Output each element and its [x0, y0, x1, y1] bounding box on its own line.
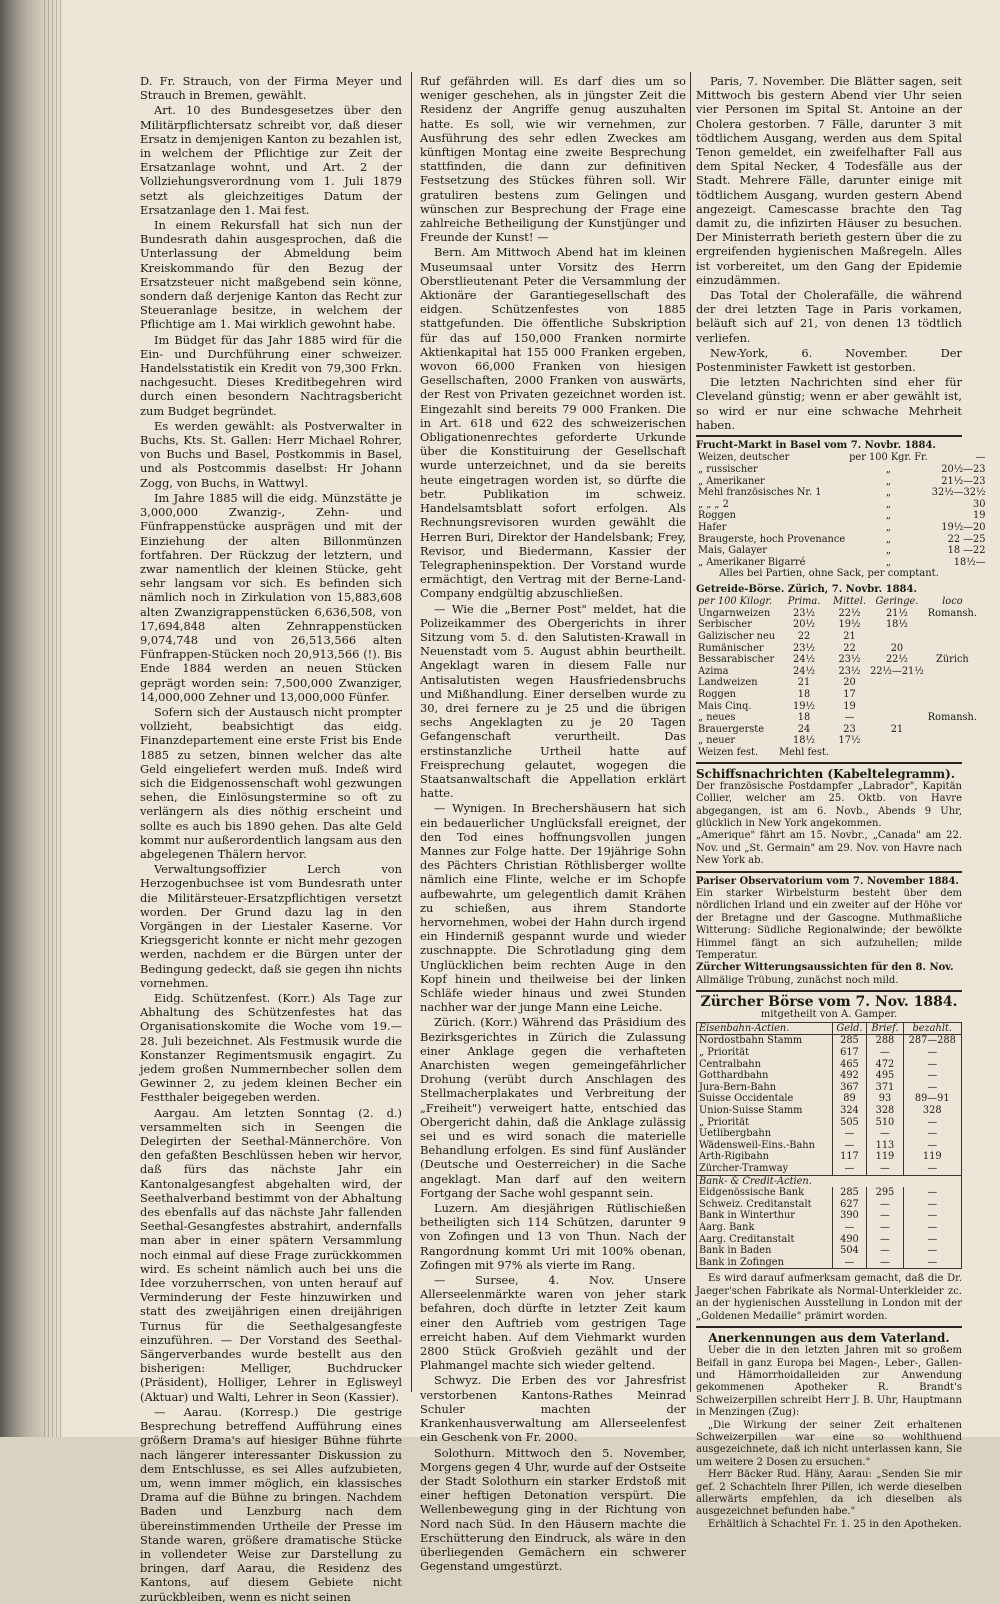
article-paragraph: Art. 10 des Bundesgesetzes über den Militärpflichtersatz schreibt vor, daß dieser Ersatz in demjenigen Kanton zu bezahlen ist, in welchem der Pflichtige zur Zeit der Ersatzanlage wohnt, und Art. 2 der Vollziehungsverordnung vom 1. Juli 1879 setzt als gleichzeitiges Datum der Ersatzanlage den 1. Mai fest.: [140, 103, 402, 217]
table-header-cell: Brief.: [867, 1022, 903, 1035]
table-cell: Mais, Galayer: [698, 545, 767, 557]
schiffsnachrichten-text-2: „Amerique" fährt am 15. Novbr., „Canada" am 22. Nov. und „St. Germain" am 29. Nov. von Havre nach New York ab.: [696, 830, 962, 867]
table-cell: Bank in Zofingen: [697, 1257, 833, 1269]
table-cell: —: [867, 1163, 903, 1175]
table-cell: 285: [832, 1187, 867, 1199]
table-cell: 22½: [885, 654, 908, 666]
table-cell: —: [903, 1234, 962, 1246]
table-row: [697, 1187, 962, 1199]
table-cell: Roggen: [698, 510, 736, 522]
table-cell: 18: [797, 712, 811, 724]
table-cell: Wädensweil-Eins.-Bahn: [697, 1140, 833, 1152]
table-cell: 119: [903, 1151, 962, 1163]
table-cell: —: [832, 1163, 867, 1175]
table-cell: [926, 666, 979, 678]
getreide-boerse-title: Getreide-Börse. Zürich, 7. Novbr. 1884.: [696, 583, 917, 595]
table-cell: [868, 631, 926, 643]
table-cell: 20: [843, 677, 856, 689]
table-cell: 288: [867, 1035, 903, 1047]
table-cell: 287—288: [903, 1035, 962, 1047]
table-cell: „: [885, 545, 891, 557]
section-divider: [696, 871, 962, 873]
table-cell: 22: [797, 631, 811, 643]
table-cell: „ „ „ 2: [698, 498, 729, 510]
table-cell: 23½: [793, 642, 815, 654]
table-cell: —: [867, 1047, 903, 1059]
table-cell: 113: [867, 1140, 903, 1152]
anerkennungen-title: Anerkennungen aus dem Vaterland.: [708, 1330, 950, 1345]
table-cell: 22 —25: [947, 533, 986, 545]
table-cell: Schweiz. Creditanstalt: [697, 1199, 833, 1211]
table-cell: Aarg. Bank: [697, 1222, 833, 1234]
witterung-text: Allmälige Trübung, zunächst noch mild.: [696, 974, 899, 986]
article-paragraph: Solothurn. Mittwoch den 5. November, Morgens gegen 4 Uhr, wurde auf der Ostseite der Stadt Solothurn ein starker Erdstoß mit einer heftigen Detonation verspürt. Die Wellenbewegung ging in der Richtung von Nord nach Süd. In den Häusern machte die Erschütterung den Eindruck, als wäre in den überliegenden Gemächern ein schwerer Gegenstand umgestürzt.: [420, 1445, 686, 1574]
table-cell: Eidgenössische Bank: [697, 1187, 833, 1199]
article-paragraph: Sofern sich der Austausch nicht prompter vollzieht, beabsichtigt das eidg. Finanzdepartement eine erste Frist bis Ende 1885 zu setzen, binnen welcher das alte Geld eingeliefert werden muß. Indeß wird sich die Eidgenossenschaft wohl gezwungen sehen, die Einlösungstermine so oft zu verlängern als dies nöthig erscheint und sollte es auch bis 1890 gehen. Das alte Geld kommt nur außerordentlich langsam aus den abgelegenen Thälern hervor.: [140, 704, 402, 861]
table-cell: —: [975, 452, 986, 464]
table-row: [697, 1093, 962, 1105]
table-row: [696, 452, 988, 464]
table-row: [697, 1140, 962, 1152]
table-row: [697, 1128, 962, 1140]
table-cell: —: [903, 1187, 962, 1199]
table-row: [697, 1070, 962, 1082]
table-cell: 19: [973, 510, 986, 522]
table-row: [696, 619, 979, 631]
table-cell: 21½: [885, 607, 908, 619]
table-section-label: Bank- & Credit-Actien.: [697, 1175, 962, 1187]
table-cell: 23½: [838, 665, 861, 677]
table-header-cell: bezahlt.: [903, 1022, 962, 1035]
table-cell: Zürcher-Tramway: [697, 1163, 833, 1175]
table-row: [697, 1059, 962, 1071]
table-cell: 20½: [793, 619, 815, 631]
table-row: [696, 735, 979, 747]
table-cell: [868, 747, 926, 759]
table-cell: 117: [832, 1151, 867, 1163]
table-cell: 20½—23: [941, 464, 986, 476]
table-cell: 18½: [885, 619, 908, 631]
table-cell: —: [903, 1059, 962, 1071]
table-cell: Brauergerste: [698, 723, 765, 735]
table-header-cell: Geld.: [832, 1022, 867, 1035]
table-header-cell: Prima.: [787, 596, 821, 608]
table-cell: —: [867, 1257, 903, 1269]
table-row: [697, 1199, 962, 1211]
table-cell: [926, 631, 979, 643]
table-cell: 390: [832, 1210, 867, 1222]
column-middle: [420, 74, 686, 1574]
table-cell: [926, 724, 979, 736]
table-cell: —: [867, 1199, 903, 1211]
article-paragraph: Eidg. Schützenfest. (Korr.) Als Tage zur Abhaltung des Schützenfestes hat das Organisationskomite die Woche vom 19.—28. Juli bezeichnet. Als Festmusik wurde die Konstanzer Regimentsmusik engagirt. Zu jedem großen Nummernbecher sollen dem Gewinner 2, zu jedem kleinen Becher ein Festthaler beigegeben werden.: [140, 991, 402, 1105]
table-row: [696, 464, 988, 476]
table-cell: —: [903, 1245, 962, 1257]
table-cell: Braugerste, hoch Provenance: [698, 533, 846, 545]
table-row: [697, 1105, 962, 1117]
table-row: [696, 557, 988, 569]
table-row: [697, 1117, 962, 1129]
table-cell: 23: [843, 723, 856, 735]
schiffsnachrichten-title: Schiffsnachrichten (Kabeltelegramm).: [696, 766, 955, 781]
table-cell: 324: [832, 1105, 867, 1117]
table-cell: [926, 677, 979, 689]
table-cell: —: [867, 1245, 903, 1257]
table-cell: Centralbahn: [697, 1059, 833, 1071]
table-row: [696, 643, 979, 655]
frucht-markt-note: Alles bei Partien, ohne Sack, per comptant.: [719, 568, 939, 580]
table-cell: 21: [797, 677, 811, 689]
table-cell: „: [885, 522, 891, 534]
table-cell: „: [885, 498, 891, 510]
table-cell: [868, 735, 926, 747]
table-cell: [868, 701, 926, 713]
getreide-boerse-table: [696, 596, 979, 758]
table-cell: [926, 701, 979, 713]
table-header-cell: per 100 Kilogr.: [698, 596, 773, 608]
column-left: [140, 74, 402, 1604]
table-header-cell: Geringe.: [875, 596, 919, 608]
article-paragraph: Die letzten Nachrichten sind eher für Cleveland günstig; wenn er aber gewählt ist, so wird er nur eine schwache Mehrheit haben.: [696, 375, 962, 432]
table-row: [696, 608, 979, 620]
article-paragraph: Luzern. Am diesjährigen Rütlischießen betheiligten sich 114 Schützen, darunter 9 von Zofingen und 13 von Thun. Nach der Rangordnung kommt Uri mit 100% obenan, Zofingen mit 97% als vierte im Rang.: [420, 1201, 686, 1272]
table-cell: Hafer: [698, 522, 727, 534]
table-cell: 21: [890, 723, 904, 735]
table-cell: 328: [903, 1105, 962, 1117]
article-paragraph: Im Jahre 1885 will die eidg. Münzstätte je 3,000,000 Zwanzig-, Zehn- und Fünfrappenstücke ausprägen und mit der Einziehung der alten Billonmünzen fortfahren. Der Rückzug der letztern, und zwar namentlich der kleinen Stücke, geht sehr langsam vor sich. Es befinden sich nämlich noch in Zirkulation von 15,883,608 alten Zwanzigrappenstücken 6,636,508, von 17,694,848 alten Zehnrappenstücken 9,074,748 und von 26,513,566 alten Fünfrappen-Stücken noch 20,913,566 (!). Bis Ende 1884 werden an neuen Stücken geprägt worden sein: 7,500,000 Zwanziger, 14,000,000 Zehner und 13,000,000 Fünfer.: [140, 490, 402, 704]
table-cell: „: [885, 556, 891, 568]
table-cell: —: [867, 1222, 903, 1234]
observatorium-title: Pariser Observatorium vom 7. November 1884.: [696, 875, 959, 887]
table-cell: 24½: [793, 665, 815, 677]
table-cell: 295: [867, 1187, 903, 1199]
table-cell: 18: [797, 688, 811, 700]
table-row: [697, 1151, 962, 1163]
table-cell: —: [844, 712, 855, 724]
table-cell: 21½—23: [941, 475, 986, 487]
article-paragraph: Schwyz. Die Erben des vor Jahresfrist verstorbenen Kantons-Rathes Meinrad Schuler machten der Krankenhausverwaltung am Allerseelenfest ein Geschenk von Fr. 2000.: [420, 1373, 686, 1445]
witterung-title: Zürcher Witterungsaussichten für den 8. Nov.: [696, 962, 954, 974]
table-row: [696, 677, 979, 689]
table-cell: 472: [867, 1059, 903, 1071]
frucht-markt-title: Frucht-Markt in Basel vom 7. Novbr. 1884.: [696, 440, 936, 452]
table-cell: 30: [973, 498, 986, 510]
table-cell: Suisse Occidentale: [697, 1093, 833, 1105]
column-right: [696, 74, 986, 1530]
table-cell: Galizischer neu: [698, 631, 776, 643]
table-cell: „: [885, 510, 891, 522]
table-cell: 89—91: [903, 1093, 962, 1105]
article-paragraph: — Wie die „Berner Post" meldet, hat die Polizeikammer des Obergerichts in ihrer Sitzung vom 5. d. den Salutisten-Krawall in Neuenstadt vom 5. August abhin beurtheilt. Angeklagt waren in diesem Falle nur Antisalutisten wegen Hausfriedensbruchs und Mißhandlung. Einer derselben wurde zu 30, drei fernere zu je 25 und die übrigen sechs Angeklagten zu je 20 Tagen Gefangenschaft verurtheilt. Das erstinstanzliche Urtheil hatte auf Freisprechung gelautet, wogegen die Staatsanwaltschaft die Appellation erklärt hatte.: [420, 601, 686, 801]
table-row: [696, 654, 979, 666]
table-cell: [831, 747, 868, 759]
table-row: [697, 1035, 962, 1047]
table-cell: Bank in Winterthur: [697, 1210, 833, 1222]
table-cell: 627: [832, 1199, 867, 1211]
zuercher-boerse-subtitle: mitgetheilt von A. Gamper.: [760, 1009, 898, 1021]
table-cell: [926, 619, 979, 631]
anerkennungen-text: Erhältlich à Schachtel Fr. 1. 25 in den Apotheken.: [708, 1518, 962, 1530]
table-cell: Bessarabischer: [698, 654, 775, 666]
table-row: [696, 712, 979, 724]
table-cell: 22: [843, 642, 856, 654]
table-cell: —: [903, 1082, 962, 1094]
article-paragraph: D. Fr. Strauch, von der Firma Meyer und Strauch in Bremen, gewählt.: [140, 74, 402, 103]
table-row: [697, 1234, 962, 1246]
book-binding-edge: [0, 0, 62, 1437]
table-row: [696, 724, 979, 736]
table-cell: Weizen fest.: [698, 746, 759, 758]
article-paragraph: Aargau. Am letzten Sonntag (2. d.) versammelten sich in Seengen die Delegirten der Seethal-Männerchöre. Von den gefaßten Beschlüssen heben wir hervor, daß fürs das nächste Jahr ein Kantonalgesangfest abgehalten wird, der Seethalverband bestimmt von der Abhaltung des ebenfalls auf das nächste Jahr fallenden Seethal-Gesangfestes abstrahirt, andernfalls man aber in einer spätern Versammlung noch einmal auf diese Frage zurückkommen wird. Es scheint nämlich auch bei uns die Idee vorzuherrschen, von unten herauf auf Verminderung der Feste hinzuwirken und statt des zweijährigen einen dreijährigen Turnus für die Seethalgesangfeste einzuführen. — Der Vorstand des Seethal-Sängerverbandes wurde bestellt aus den bisherigen: Melliger, Buchdrucker (Präsident), Holliger, Lehrer in Eglisweyl (Aktuar) und Walti, Lehrer in Seon (Kassier).: [140, 1105, 402, 1404]
table-cell: Rumänischer: [698, 642, 764, 654]
table-cell: „ Priorität: [697, 1047, 833, 1059]
table-cell: Union-Suisse Stamm: [697, 1105, 833, 1117]
table-row: [696, 701, 979, 713]
table-cell: —: [867, 1210, 903, 1222]
article-paragraph: Verwaltungsoffizier Lerch von Herzogenbuchsee ist vom Bundesrath unter die Militärsteuer-Ersatzpflichtigen versetzt worden. Der Grund dazu lag in den Vorgängen in der Liestaler Kaserne. Vor Kriegsgericht konnte er nicht mehr gezogen werden, nachdem er die Bürgen unter der Bedingung gedeckt, daß sie gegen ihn nichts vornehmen.: [140, 862, 402, 990]
article-paragraph: Bern. Am Mittwoch Abend hat im kleinen Museumsaal unter Vorsitz des Herrn Oberstlieutenant Peter die Versammlung der Aktionäre der Garantiegesellschaft des eidgen. Schützenfestes von 1885 stattgefunden. Die öffentliche Subskription für das auf 150,000 Franken normirte Aktienkapital hat 155 000 Franken ergeben, wovon 66,000 Franken von hiesigen Gesellschaften, 2000 Franken von auswärts, der Rest von Privaten gezeichnet worden ist. Eingezahlt sind bereits 79 000 Franken. Die in Art. 618 und 622 des schweizerischen Obligationenrechtes geforderte Urkunde über die Konstituirung der Gesellschaft wurde unterzeichnet, und da sie bereits heute eingetragen worden ist, so dürfte die betr. Publikation im schweiz. Handelsamtsblatt sofort erfolgen. Als Rechnungsrevisoren wurden gewählt die Herren Buri, Direktor der Handelsbank; Frey, Revisor, und Biedermann, Kassier der Telegrapheninspektion. Der Vorstand wurde ermächtigt, den Vertrag mit der Berne-Land-Company endgültig abzuschließen.: [420, 245, 686, 601]
table-cell: 24: [797, 723, 811, 735]
table-cell: „: [885, 487, 891, 499]
table-cell: Mehl französisches Nr. 1: [698, 487, 822, 499]
table-cell: 285: [832, 1035, 867, 1047]
table-cell: Arth-Rigibahn: [697, 1151, 833, 1163]
table-section-header: [697, 1175, 962, 1187]
table-cell: —: [832, 1128, 867, 1140]
table-cell: Uetlibergbahn: [697, 1128, 833, 1140]
table-cell: 119: [867, 1151, 903, 1163]
table-cell: Zürich: [936, 654, 969, 666]
table-cell: „: [885, 475, 891, 487]
table-cell: —: [903, 1128, 962, 1140]
table-cell: Bank in Baden: [697, 1245, 833, 1257]
schiffsnachrichten-text-1: Der französische Postdampfer „Labrador", Kapitän Collier, welcher am 25. Oktb. von Havre abgegangen, ist am 6. Novb., Abends 9 Uhr, glücklich in New York angekommen.: [696, 780, 962, 829]
table-cell: —: [867, 1234, 903, 1246]
table-cell: 17½: [838, 735, 861, 747]
table-cell: per 100 Kgr. Fr.: [849, 452, 928, 464]
table-cell: —: [832, 1257, 867, 1269]
table-header-cell: Eisenbahn-Actien.: [697, 1022, 833, 1035]
section-divider: [696, 435, 962, 437]
table-cell: Mais Cinq.: [698, 700, 752, 712]
table-cell: —: [903, 1257, 962, 1269]
table-cell: 19½: [793, 700, 815, 712]
table-cell: 24½: [793, 654, 815, 666]
table-cell: 22½—21½: [870, 665, 924, 677]
table-cell: 617: [832, 1047, 867, 1059]
table-cell: Gotthardbahn: [697, 1070, 833, 1082]
table-cell: Romansh.: [927, 712, 977, 724]
table-cell: 23½: [838, 654, 861, 666]
anerkennungen-text: Herr Bäcker Rud. Häny, Aarau: „Senden Sie mir gef. 2 Schachteln Ihrer Pillen, ich werde dieselben allerwärts empfehlen, da ich dieselben als ausgezeichnet befunden habe.": [696, 1469, 962, 1518]
table-header-cell: Mittel.: [832, 596, 867, 608]
table-row: [696, 545, 988, 557]
table-cell: Nordostbahn Stamm: [697, 1035, 833, 1047]
table-cell: Roggen: [698, 688, 736, 700]
table-row: [696, 522, 988, 534]
table-cell: —: [903, 1117, 962, 1129]
table-cell: „ Priorität: [697, 1117, 833, 1129]
table-row: [696, 476, 988, 488]
table-cell: 17: [843, 688, 856, 700]
frucht-markt-table: [696, 452, 988, 568]
table-row: [696, 666, 979, 678]
table-row: [697, 1082, 962, 1094]
table-cell: 93: [867, 1093, 903, 1105]
table-cell: 18½: [793, 735, 815, 747]
section-divider: [696, 990, 962, 992]
section-divider: [696, 1326, 962, 1328]
table-cell: [926, 689, 979, 701]
table-row: [696, 534, 988, 546]
table-cell: 19½—20: [941, 522, 986, 534]
table-cell: [868, 677, 926, 689]
table-cell: [868, 712, 926, 724]
table-cell: 32½—32½: [931, 487, 986, 499]
anerkennungen-text: „Die Wirkung der seiner Zeit erhaltenen Schweizerpillen war eine so wohlthuend ausgezeichnete, daß ich nicht unterlassen kann, Sie um weitere 2 Dosen zu ersuchen.": [696, 1419, 962, 1468]
article-paragraph: — Sursee, 4. Nov. Unsere Allerseelenmärkte waren von jeher stark befahren, doch dürfte in letzter Zeit kaum einer den Auftrieb vom gestrigen Tage erreicht haben. Auf dem Viehmarkt wurden 2800 Stück Großvieh gezählt und der Plahmangel machte sich wieder geltend.: [420, 1273, 686, 1373]
table-cell: Azima: [698, 665, 729, 677]
table-cell: Aarg. Creditanstalt: [697, 1234, 833, 1246]
table-cell: 504: [832, 1245, 867, 1257]
table-cell: „: [885, 533, 891, 545]
table-row: [696, 689, 979, 701]
table-cell: 18 —22: [947, 545, 986, 557]
table-cell: 505: [832, 1117, 867, 1129]
table-cell: Serbischer: [698, 619, 752, 631]
table-cell: Ungarnweizen: [698, 607, 771, 619]
anerkennungen-text: Ueber die in den letzten Jahren mit so großem Beifall in ganz Europa bei Magen-, Leber-, Gallen- und Hämorrhoidalleiden zur Anwendung gekommenen Apotheker R. Brandt's Schweizerpillen schreibt Herr J. B. Uhr, Hauptmann in Menzingen (Zug):: [696, 1345, 962, 1419]
table-cell: „ neues: [698, 712, 736, 724]
table-cell: Weizen, deutscher: [698, 452, 790, 464]
table-cell: 20: [890, 642, 904, 654]
jaeger-notice: Es wird darauf aufmerksam gemacht, daß die Dr. Jaeger'schen Fabrikate als Normal-Unterkleider zc. an der hygienischen Ausstellung in London mit der „Goldenen Medaille" prämirt worden.: [696, 1273, 962, 1322]
table-cell: 465: [832, 1059, 867, 1071]
table-row: [696, 510, 988, 522]
article-paragraph: Ruf gefährden will. Es darf dies um so weniger geschehen, als in jüngster Zeit die Residenz der Angriffe genug auszuhalten hatte. Es soll, wie wir vernehmen, zur Ausführung des sehr edlen Zweckes am künftigen Montag eine zweite Besprechung stattfinden, die dann zur definitiven Festsetzung des Stückes führen soll. Wir gratuliren bestens zum Gelingen und wünschen zur Besprechung der Frage eine zahlreiche Betheiligung der Kunstjünger und Freunde der Kunst! —: [420, 74, 686, 245]
table-cell: 328: [867, 1105, 903, 1117]
table-cell: —: [832, 1222, 867, 1234]
table-cell: Landweizen: [698, 677, 758, 689]
table-cell: —: [903, 1047, 962, 1059]
table-row: [696, 499, 988, 511]
table-row: [697, 1047, 962, 1059]
table-cell: —: [903, 1199, 962, 1211]
table-cell: 23½: [793, 607, 815, 619]
zuercher-boerse-title: Zürcher Börse vom 7. Nov. 1884.: [700, 994, 958, 1011]
table-cell: 367: [832, 1082, 867, 1094]
section-divider: [696, 762, 962, 764]
table-cell: 19½: [838, 619, 861, 631]
article-paragraph: Paris, 7. November. Die Blätter sagen, seit Mittwoch bis gestern Abend vier Uhr seien vier Personen im Spital St. Antoine an der Cholera gestorben. 7 Fälle, darunter 3 mit tödtlichem Ausgang, werden aus dem Spital Tenon gemeldet, ein zweifelhafter Fall aus dem Spital Necker, 4 Todesfälle aus der Stadt. Mehrere Fälle, darunter einige mit tödtlichem Ausgang, wurden gestern Abend angezeigt. Camescasse brachte den Tag damit zu, die infizirten Häuser zu besuchen. Der Ministerrath berieth gestern über die zu ergreifenden hygienischen Maßregeln. Alles ist vorbereitet, um den Gang der Epidemie einzudämmen.: [696, 74, 962, 287]
table-cell: „ russischer: [698, 464, 758, 476]
table-cell: Mehl fest.: [779, 746, 829, 758]
table-header-cell: loco: [942, 596, 963, 608]
table-cell: 510: [867, 1117, 903, 1129]
table-cell: „: [885, 464, 891, 476]
table-cell: 492: [832, 1070, 867, 1082]
table-cell: [926, 643, 979, 655]
table-cell: 19: [843, 700, 856, 712]
table-row: [696, 747, 979, 759]
table-cell: Romansh.: [927, 607, 977, 619]
article-paragraph: — Aarau. (Korresp.) Die gestrige Besprechung betreffend Aufführung eines größern Drama's auf hiesiger Bühne führte nach längerer interessanter Diskussion zu dem Entschlusse, es sei Alles aufzubieten, um, wenn immer möglich, ein klassisches Drama auf die Bühne zu bringen. Nachdem Baden und Lenzburg nach dem übereinstimmenden Urtheile der Presse im Stande waren, größere dramatische Stücke in vollendeter Weise zur Darstellung zu bringen, darf Aarau, die Residenz des Kantons, auf diesem Gebiete nicht zurückbleiben, wenn es nicht seinen: [140, 1404, 402, 1604]
table-cell: —: [903, 1140, 962, 1152]
table-cell: —: [903, 1163, 962, 1175]
table-cell: [926, 747, 979, 759]
article-paragraph: New-York, 6. November. Der Postenminister Fawkett ist gestorben.: [696, 345, 962, 375]
article-paragraph: Es werden gewählt: als Postverwalter in Buchs, Kts. St. Gallen: Herr Michael Rohrer, von Buchs und Basel, Postkommis in Basel, und als Postcommis daselbst: Hr Johann Zogg, von Buchs, in Wattwyl.: [140, 418, 402, 490]
table-cell: 21: [843, 631, 856, 643]
column-rule: [690, 72, 691, 1392]
table-row: [697, 1245, 962, 1257]
table-row: [697, 1222, 962, 1234]
table-cell: [926, 735, 979, 747]
table-cell: —: [832, 1140, 867, 1152]
table-cell: —: [867, 1128, 903, 1140]
table-row: [697, 1257, 962, 1269]
observatorium-text: Ein starker Wirbelsturm besteht über dem nördlichen Irland und ein zweiter auf der Höhe vor der Bretagne und der Gascogne. Muthmaßliche Witterung: Südliche Regionalwinde; der bewölkte Himmel fängt an sich aufzuhellen; milde Temperatur.: [696, 888, 962, 962]
table-cell: „ Amerikaner: [698, 475, 765, 487]
table-cell: 371: [867, 1082, 903, 1094]
table-cell: —: [903, 1070, 962, 1082]
article-paragraph: Im Büdget für das Jahr 1885 wird für die Ein- und Durchführung einer schweizer. Handelsstatistik ein Kredit von 79,300 Frkn. nachgesucht. Dieses Kreditbegehren wird durch einen besondern Nachtragsbericht zum Budget begründet.: [140, 332, 402, 418]
table-cell: [868, 689, 926, 701]
table-cell: „ Amerikaner Bigarré: [698, 556, 806, 568]
zuercher-boerse-table: [696, 1022, 962, 1269]
table-cell: 495: [867, 1070, 903, 1082]
table-cell: —: [903, 1222, 962, 1234]
table-cell: 89: [832, 1093, 867, 1105]
table-cell: 22½: [838, 607, 861, 619]
table-cell: Jura-Bern-Bahn: [697, 1082, 833, 1094]
table-cell: „ neuer: [698, 735, 736, 747]
article-paragraph: In einem Rekursfall hat sich nun der Bundesrath dahin ausgesprochen, daß die Unterlassung der Abmeldung beim Kreiskommando für den Bezug der Ersatzsteuer nicht maßgebend sein könne, sondern daß derjenige Kanton das Recht zur Steueranlage besitze, in welchem der Pflichtige am 1. Mai wirklich gewohnt habe.: [140, 218, 402, 332]
table-row: [697, 1163, 962, 1175]
table-row: [697, 1210, 962, 1222]
table-cell: 18½—: [953, 556, 986, 568]
table-cell: —: [903, 1210, 962, 1222]
article-paragraph: — Wynigen. In Brechershäusern hat sich ein bedauerlicher Unglücksfall ereignet, der den Tod eines hoffnungsvollen jungen Mannes zur Folge hatte. Der 19jährige Sohn des Pächters Christian Röthlisberger wollte nämlich eine Flinte, welche er im Schopfe aufbewahrte, um gelegentlich damit Krähen zu schießen, aus ihrem Standorte hervornehmen, wobei der Hahn durch irgend ein Hinderniß gespannt wurde und wieder zuschnappte. Die Schrotladung ging dem Unglücklichen beim rechten Auge in den Kopf hinein und theilweise bei der linken Schläfe wieder hinaus und zwei Stunden nachher war der junge Mann eine Leiche.: [420, 801, 686, 1015]
table-cell: 490: [832, 1234, 867, 1246]
column-rule: [411, 72, 412, 1392]
table-row: [696, 631, 979, 643]
table-row: [696, 487, 988, 499]
article-paragraph: Zürich. (Korr.) Während das Präsidium des Bezirksgerichtes in Zürich die Zulassung einer Anklage gegen die verhafteten Anarchisten wegen gemeingefährlicher Drohung (verübt durch Anschlagen des Stellmacherplakates und Verbreitung der „Freiheit") verweigert hatte, entschied das Obergericht dahin, daß die Anklage zulässig sei und es wird sonach die materielle Behandlung erfolgen. Es sind fünf Ausländer (Deutsche und Oesterreicher) in die Sache angeklagt. Man darf auf den weitern Fortgang der Sache wohl gespannt sein.: [420, 1015, 686, 1200]
article-paragraph: Das Total der Cholerafälle, die während der drei letzten Tage in Paris vorkamen, beläuft sich auf 21, von denen 13 tödtlich verliefen.: [696, 288, 962, 345]
